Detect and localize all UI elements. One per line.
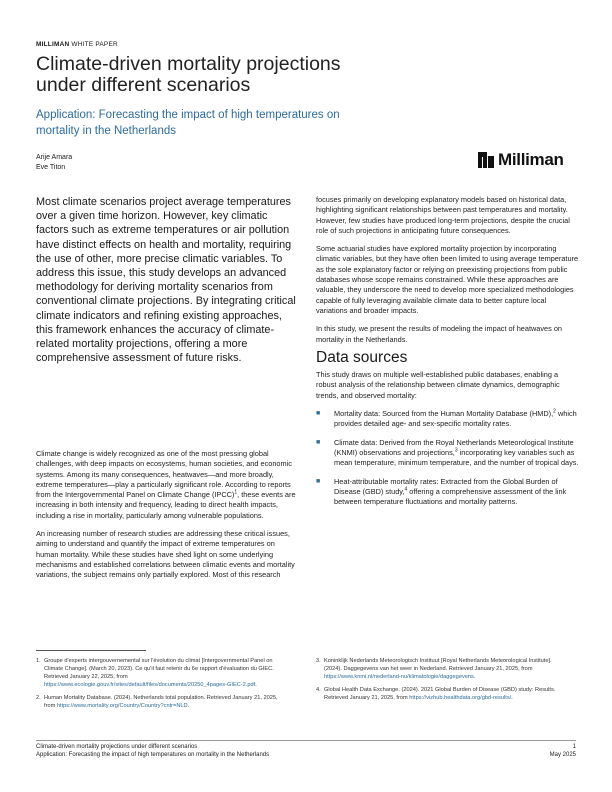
footnotes-right bbox=[316, 657, 566, 707]
footer-subtitle: Application: Forecasting the impact of high temperatures on mortality in the Netherlands bbox=[36, 752, 270, 758]
footnote-number: 4. bbox=[316, 687, 321, 693]
body-paragraph bbox=[36, 449, 298, 521]
body-paragraph: In this study, we present the results of modeling the impact of heatwaves on mortality in the Netherlands. bbox=[316, 324, 563, 344]
footnote-link[interactable]: https://vizhub.healthdata.org/gbd-results/ bbox=[409, 695, 512, 701]
bullet-icon: ■ bbox=[316, 438, 321, 446]
footnote-ref: 3 bbox=[454, 447, 458, 454]
milliman-logo bbox=[478, 150, 564, 170]
footnote-end: . bbox=[255, 682, 257, 688]
list-item-text: incorporating key variables such as mean temperature, minimum temperature, and the number of tropical days. bbox=[334, 447, 579, 468]
footnote-text: Groupe d'experts intergouvernemental sur l'évolution du climat [Intergovernmental Panel on Climate Change]. (March 20, 2023). Ce qu'il faut retenir du 6e rapport d'évaluation du GIEC. Retrieved January 22, 2025, from bbox=[44, 658, 274, 680]
list-item-text: Climate data: Derived from the Royal Netherlands Meteorological Institute (KNMI) observations and projections, bbox=[334, 437, 574, 457]
page-number: 1 bbox=[572, 744, 576, 750]
footer-running-title bbox=[36, 743, 269, 759]
footnote-ref: 2 bbox=[553, 408, 556, 415]
page-subtitle: Application: Forecasting the impact of high temperatures on mortality in the Netherlands bbox=[36, 109, 340, 137]
footnote-link[interactable]: https://www.mortality.org/Country/Country?cntr=NLD bbox=[56, 703, 188, 709]
footnote-ref: 4 bbox=[404, 486, 408, 493]
data-sources-list bbox=[316, 409, 579, 507]
publication-date: May 2025 bbox=[549, 752, 576, 758]
kicker-brand: MILLIMAN bbox=[36, 41, 70, 48]
footer-divider bbox=[36, 740, 576, 741]
milliman-logo-icon bbox=[478, 152, 494, 168]
footnote-ref: 1 bbox=[234, 489, 238, 496]
footnote-end: . bbox=[187, 703, 190, 709]
body-column-right bbox=[316, 195, 579, 515]
bullet-icon: ■ bbox=[316, 410, 321, 418]
footnote-number: 1. bbox=[36, 658, 41, 664]
section-heading: Data sources bbox=[316, 348, 408, 366]
author-name: Eve Titon bbox=[36, 164, 66, 171]
footnote bbox=[316, 657, 566, 681]
footer-meta bbox=[500, 743, 576, 759]
list-item-text: Heat-attributable mortality rates: Extracted from the Global Burden of Disease (GBD) study, bbox=[334, 476, 558, 496]
footnote-text: Koninklijk Nederlands Meteorologisch Instituut [Royal Netherlands Meteorological Institute]. (2024). Daggegevens van het weer in Nederland. Retrieved January 21, 2025, from bbox=[324, 658, 552, 672]
body-column-left bbox=[36, 449, 298, 589]
list-item bbox=[316, 477, 579, 508]
paragraph-text: , these events are increasing in both intensity and frequency, leading to direct health impacts, including a rise in mortality, particularly among vulnerable populations. bbox=[36, 490, 296, 520]
footer-title: Climate-driven mortality projections under different scenarios bbox=[36, 744, 198, 750]
footnote-text: Global Health Data Exchange. (2024). 2021 Global Burden of Disease (GBD) study: Results. Retrieved January 21, 2025, from bbox=[324, 687, 556, 701]
author-name: Arije Amara bbox=[36, 154, 73, 161]
intro-paragraph: Most climate scenarios project average temperatures over a given time horizon. However, key climatic factors such as extreme temperatures or air pollution have distinct effects on health and mortality, requiring the use of other, more precise climatic variables. To address this issue, this study develops an advanced methodology for deriving mortality scenarios from conventional climate projections. By integrating critical climate indicators and refining existing approaches, this framework enhances the accuracy of climate-related mortality projections, offering a more comprehensive assessment of future risks. bbox=[36, 196, 296, 365]
list-item-text: offering a comprehensive assessment of the link between temperature fluctuations and mortality patterns. bbox=[334, 486, 567, 507]
footnote-number: 3. bbox=[316, 658, 321, 664]
list-item bbox=[316, 409, 579, 430]
logo-wordmark: Milliman bbox=[498, 150, 564, 169]
footnote-link[interactable]: https://www.knmi.nl/nederland-nu/klimatologie/daggegevens bbox=[324, 674, 474, 680]
footnote bbox=[36, 694, 286, 710]
kicker-label: WHITE PAPER bbox=[69, 41, 118, 48]
body-paragraph: focuses primarily on developing explanatory models based on historical data, highlighting significant relationships between past temperatures and mortality. However, few studies have produced long-term projections, despite the crucial role of such projections in anticipating future consequences. bbox=[316, 195, 570, 235]
footnotes-left bbox=[36, 657, 286, 715]
paragraph-text: Climate change is widely recognized as one of the most pressing global challenges, with deep impacts on ecosystems, human societies, and economic systems. Among its many consequences, heatwaves—and more broadly, extreme temperatures—play a particularly significant role. According to reports from the Intergovernmental Panel on Climate Change (IPCC) bbox=[36, 449, 292, 500]
footnote-link[interactable]: https://www.ecologie.gouv.fr/sites/default/files/documents/20250_4pages-GIEC-2.pdf bbox=[44, 682, 256, 688]
footnote-text: Human Mortality Database. (2024). Netherlands total population. Retrieved January 21, 2025, from bbox=[44, 695, 278, 709]
body-paragraph: Some actuarial studies have explored mortality projection by incorporating climatic variables, but they have often been limited to using average temperature as the sole explanatory factor or relying on preexisting projections from public databases whose scope remains constrained. While these approaches are valuable, they underscore the need to develop more specialized methodologies capable of fully leveraging available climate data to better capture local variations and broader impacts. bbox=[316, 244, 579, 315]
footnote-end: . bbox=[511, 695, 513, 701]
footnote bbox=[36, 657, 286, 689]
document-kicker bbox=[36, 41, 118, 48]
page-title: Climate-driven mortality projections under different scenarios bbox=[36, 53, 341, 96]
author-list bbox=[36, 153, 72, 173]
footnote-end: . bbox=[473, 674, 476, 680]
list-item-text: which provides detailed age- and sex-specific mortality rates. bbox=[334, 409, 577, 429]
footnote-divider bbox=[36, 650, 146, 651]
list-item-text: Mortality data: Sourced from the Human Mortality Database (HMD), bbox=[334, 409, 554, 419]
footnote-number: 2. bbox=[36, 695, 41, 701]
list-item bbox=[316, 438, 579, 469]
bullet-icon: ■ bbox=[316, 477, 321, 485]
body-paragraph: This study draws on multiple well-established public databases, enabling a robust analysis of the relationship between climate dynamics, demographic trends, and observed mortality: bbox=[316, 370, 560, 400]
body-paragraph: An increasing number of research studies are addressing these critical issues, aiming to understand and quantify the impact of extreme temperatures on human mortality. While these studies have shed light on some underlying mechanisms and established correlations between climatic events and mortality variations, the subject remains only partially explored. Most of this research bbox=[36, 529, 295, 580]
footnote bbox=[316, 686, 566, 702]
